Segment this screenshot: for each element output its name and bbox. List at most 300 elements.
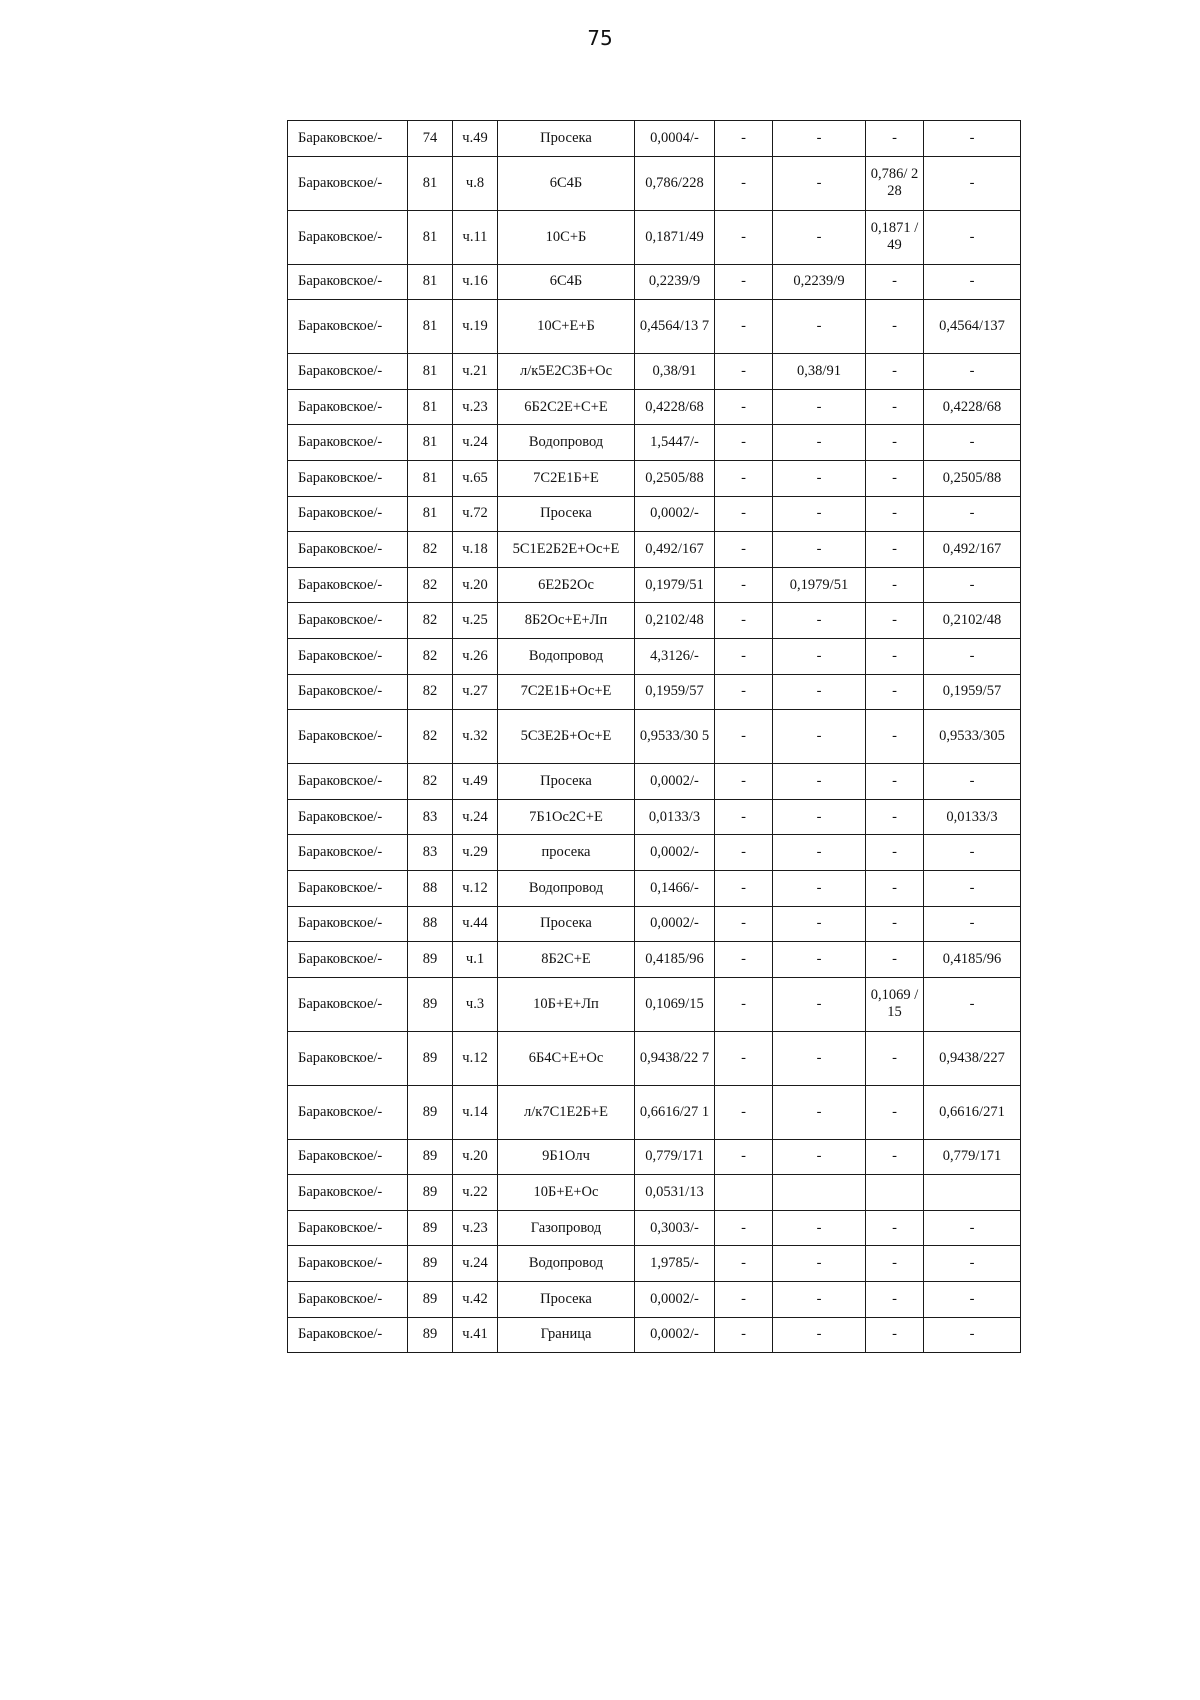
col9-cell: - (924, 1282, 1021, 1318)
registry-cell: Бараковское/- (288, 1031, 408, 1085)
col9-cell: - (924, 977, 1021, 1031)
composition-cell: просека (498, 835, 635, 871)
col7-cell: - (773, 870, 866, 906)
area-cell: 0,0002/- (635, 906, 715, 942)
col6-cell: - (715, 870, 773, 906)
composition-cell: 7Б1Ос2С+Е (498, 799, 635, 835)
area-cell: 0,786/228 (635, 156, 715, 210)
registry-cell: Бараковское/- (288, 1317, 408, 1353)
registry-cell: Бараковское/- (288, 638, 408, 674)
composition-cell: 6Б2С2Е+С+Е (498, 389, 635, 425)
composition-cell: Просека (498, 121, 635, 157)
col8-cell: - (866, 603, 924, 639)
registry-cell: Бараковское/- (288, 710, 408, 764)
col8-cell: - (866, 1031, 924, 1085)
col6-cell: - (715, 156, 773, 210)
area-cell: 0,492/167 (635, 532, 715, 568)
registry-cell: Бараковское/- (288, 1210, 408, 1246)
plot-cell: ч.44 (453, 906, 498, 942)
area-cell: 0,1069/15 (635, 977, 715, 1031)
plot-cell: ч.29 (453, 835, 498, 871)
col7-cell: - (773, 1031, 866, 1085)
composition-cell: 10С+Б (498, 210, 635, 264)
col6-cell: - (715, 264, 773, 300)
col8-cell: - (866, 835, 924, 871)
col9-cell: 0,9533/305 (924, 710, 1021, 764)
plot-cell: ч.24 (453, 1246, 498, 1282)
table-row (288, 389, 1021, 425)
area-cell: 4,3126/- (635, 638, 715, 674)
col9-cell: 0,4228/68 (924, 389, 1021, 425)
registry-cell: Бараковское/- (288, 1139, 408, 1175)
registry-cell: Бараковское/- (288, 674, 408, 710)
plot-cell: ч.23 (453, 1210, 498, 1246)
composition-cell: Просека (498, 1282, 635, 1318)
quarter-cell: 89 (408, 1246, 453, 1282)
composition-cell: 8Б2С+Е (498, 942, 635, 978)
composition-cell: л/к5Е2С3Б+Ос (498, 354, 635, 390)
col6-cell: - (715, 1210, 773, 1246)
quarter-cell: 81 (408, 425, 453, 461)
plot-cell: ч.20 (453, 567, 498, 603)
quarter-cell: 89 (408, 1210, 453, 1246)
table-row (288, 354, 1021, 390)
table-row (288, 156, 1021, 210)
col8-cell: - (866, 710, 924, 764)
col9-cell: - (924, 156, 1021, 210)
col7-cell: - (773, 977, 866, 1031)
composition-cell: 7С2Е1Б+Ос+Е (498, 674, 635, 710)
area-cell: 0,1871/49 (635, 210, 715, 264)
col8-cell: - (866, 1282, 924, 1318)
col7-cell: - (773, 674, 866, 710)
col8-cell: - (866, 567, 924, 603)
col8-cell: - (866, 764, 924, 800)
col7-cell: - (773, 156, 866, 210)
registry-cell: Бараковское/- (288, 389, 408, 425)
col9-cell: - (924, 121, 1021, 157)
col8-cell: - (866, 389, 924, 425)
registry-cell: Бараковское/- (288, 425, 408, 461)
quarter-cell: 81 (408, 300, 453, 354)
col6-cell (715, 1175, 773, 1211)
col8-cell: - (866, 1085, 924, 1139)
registry-cell: Бараковское/- (288, 354, 408, 390)
col9-cell: - (924, 264, 1021, 300)
col7-cell: - (773, 496, 866, 532)
col9-cell (924, 1175, 1021, 1211)
col8-cell (866, 1175, 924, 1211)
plot-cell: ч.8 (453, 156, 498, 210)
composition-cell: Просека (498, 906, 635, 942)
col7-cell: 0,2239/9 (773, 264, 866, 300)
area-cell: 0,0002/- (635, 1282, 715, 1318)
registry-cell: Бараковское/- (288, 1085, 408, 1139)
area-cell: 0,6616/27 1 (635, 1085, 715, 1139)
composition-cell: 7С2Е1Б+Е (498, 460, 635, 496)
quarter-cell: 82 (408, 532, 453, 568)
col6-cell: - (715, 389, 773, 425)
registry-cell: Бараковское/- (288, 799, 408, 835)
col6-cell: - (715, 942, 773, 978)
plot-cell: ч.42 (453, 1282, 498, 1318)
area-cell: 0,1466/- (635, 870, 715, 906)
col8-cell: - (866, 1317, 924, 1353)
quarter-cell: 82 (408, 710, 453, 764)
plot-cell: ч.14 (453, 1085, 498, 1139)
area-cell: 0,0004/- (635, 121, 715, 157)
col8-cell: - (866, 1139, 924, 1175)
col8-cell: - (866, 264, 924, 300)
col6-cell: - (715, 977, 773, 1031)
plot-cell: ч.27 (453, 674, 498, 710)
col6-cell: - (715, 496, 773, 532)
col8-cell: - (866, 425, 924, 461)
col6-cell: - (715, 567, 773, 603)
table-row (288, 710, 1021, 764)
col8-cell: - (866, 354, 924, 390)
composition-cell: 5С1Е2Б2Е+Ос+Е (498, 532, 635, 568)
col8-cell: - (866, 906, 924, 942)
col7-cell: - (773, 906, 866, 942)
table-row (288, 1317, 1021, 1353)
col9-cell: - (924, 496, 1021, 532)
composition-cell: Водопровод (498, 1246, 635, 1282)
col7-cell: - (773, 799, 866, 835)
quarter-cell: 89 (408, 977, 453, 1031)
quarter-cell: 89 (408, 1085, 453, 1139)
plot-cell: ч.19 (453, 300, 498, 354)
table-row (288, 1246, 1021, 1282)
registry-cell: Бараковское/- (288, 210, 408, 264)
plot-cell: ч.20 (453, 1139, 498, 1175)
composition-cell: 9Б1Олч (498, 1139, 635, 1175)
table-row (288, 1210, 1021, 1246)
quarter-cell: 89 (408, 1282, 453, 1318)
col8-cell: 0,1069 /15 (866, 977, 924, 1031)
registry-cell: Бараковское/- (288, 1246, 408, 1282)
registry-cell: Бараковское/- (288, 264, 408, 300)
col8-cell: - (866, 638, 924, 674)
plot-cell: ч.22 (453, 1175, 498, 1211)
plot-cell: ч.41 (453, 1317, 498, 1353)
plot-cell: ч.23 (453, 389, 498, 425)
plot-cell: ч.12 (453, 1031, 498, 1085)
quarter-cell: 82 (408, 638, 453, 674)
table-row (288, 638, 1021, 674)
registry-cell: Бараковское/- (288, 156, 408, 210)
plot-cell: ч.49 (453, 121, 498, 157)
col6-cell: - (715, 603, 773, 639)
col8-cell: 0,1871 /49 (866, 210, 924, 264)
col6-cell: - (715, 1031, 773, 1085)
area-cell: 0,38/91 (635, 354, 715, 390)
col6-cell: - (715, 674, 773, 710)
col9-cell: 0,4564/137 (924, 300, 1021, 354)
col7-cell (773, 1175, 866, 1211)
registry-cell: Бараковское/- (288, 1175, 408, 1211)
quarter-cell: 81 (408, 460, 453, 496)
col9-cell: - (924, 354, 1021, 390)
composition-cell: 10Б+Е+Ос (498, 1175, 635, 1211)
col7-cell: - (773, 764, 866, 800)
col9-cell: 0,1959/57 (924, 674, 1021, 710)
col9-cell: - (924, 567, 1021, 603)
table-row (288, 835, 1021, 871)
table-row (288, 870, 1021, 906)
col6-cell: - (715, 460, 773, 496)
quarter-cell: 83 (408, 835, 453, 871)
registry-cell: Бараковское/- (288, 870, 408, 906)
plot-cell: ч.3 (453, 977, 498, 1031)
table-row (288, 603, 1021, 639)
composition-cell: Просека (498, 764, 635, 800)
registry-cell: Бараковское/- (288, 906, 408, 942)
col9-cell: 0,2102/48 (924, 603, 1021, 639)
col7-cell: - (773, 210, 866, 264)
quarter-cell: 81 (408, 354, 453, 390)
composition-cell: Газопровод (498, 1210, 635, 1246)
composition-cell: Просека (498, 496, 635, 532)
area-cell: 0,2239/9 (635, 264, 715, 300)
col7-cell: 0,1979/51 (773, 567, 866, 603)
quarter-cell: 82 (408, 674, 453, 710)
composition-cell: 6С4Б (498, 156, 635, 210)
quarter-cell: 81 (408, 389, 453, 425)
table-row (288, 425, 1021, 461)
area-cell: 1,9785/- (635, 1246, 715, 1282)
registry-cell: Бараковское/- (288, 977, 408, 1031)
area-cell: 0,9533/30 5 (635, 710, 715, 764)
quarter-cell: 88 (408, 906, 453, 942)
col8-cell: - (866, 496, 924, 532)
col7-cell: - (773, 1246, 866, 1282)
col6-cell: - (715, 210, 773, 264)
col7-cell: - (773, 389, 866, 425)
quarter-cell: 89 (408, 942, 453, 978)
composition-cell: 6Е2Б2Ос (498, 567, 635, 603)
col8-cell: - (866, 942, 924, 978)
col8-cell: - (866, 799, 924, 835)
area-cell: 0,3003/- (635, 1210, 715, 1246)
table-body (288, 121, 1021, 1353)
quarter-cell: 82 (408, 764, 453, 800)
area-cell: 0,2505/88 (635, 460, 715, 496)
area-cell: 0,2102/48 (635, 603, 715, 639)
composition-cell: Водопровод (498, 638, 635, 674)
col9-cell: - (924, 638, 1021, 674)
plot-cell: ч.72 (453, 496, 498, 532)
table-row (288, 1139, 1021, 1175)
table-row (288, 567, 1021, 603)
table-row (288, 1282, 1021, 1318)
table-row (288, 977, 1021, 1031)
table-row (288, 942, 1021, 978)
col9-cell: - (924, 1317, 1021, 1353)
col7-cell: - (773, 1210, 866, 1246)
composition-cell: 8Б2Ос+Е+Лп (498, 603, 635, 639)
quarter-cell: 74 (408, 121, 453, 157)
col9-cell: - (924, 1246, 1021, 1282)
col9-cell: 0,492/167 (924, 532, 1021, 568)
col7-cell: - (773, 1317, 866, 1353)
composition-cell: 6Б4С+Е+Ос (498, 1031, 635, 1085)
col6-cell: - (715, 1085, 773, 1139)
col9-cell: - (924, 425, 1021, 461)
page-number: 75 (587, 26, 613, 50)
registry-cell: Бараковское/- (288, 300, 408, 354)
col9-cell: - (924, 870, 1021, 906)
col7-cell: - (773, 300, 866, 354)
col7-cell: - (773, 835, 866, 871)
table-row (288, 1085, 1021, 1139)
composition-cell: Водопровод (498, 870, 635, 906)
plot-cell: ч.1 (453, 942, 498, 978)
col9-cell: - (924, 764, 1021, 800)
col6-cell: - (715, 1139, 773, 1175)
col6-cell: - (715, 1282, 773, 1318)
table-row (288, 1175, 1021, 1211)
registry-cell: Бараковское/- (288, 532, 408, 568)
col7-cell: - (773, 603, 866, 639)
col7-cell: - (773, 1085, 866, 1139)
registry-cell: Бараковское/- (288, 835, 408, 871)
col8-cell: - (866, 1210, 924, 1246)
col6-cell: - (715, 121, 773, 157)
table-row (288, 121, 1021, 157)
col8-cell: 0,786/ 228 (866, 156, 924, 210)
col6-cell: - (715, 425, 773, 461)
quarter-cell: 81 (408, 210, 453, 264)
composition-cell: 5С3Е2Б+Ос+Е (498, 710, 635, 764)
plot-cell: ч.16 (453, 264, 498, 300)
col8-cell: - (866, 532, 924, 568)
composition-cell: л/к7С1Е2Б+Е (498, 1085, 635, 1139)
area-cell: 0,1979/51 (635, 567, 715, 603)
col8-cell: - (866, 1246, 924, 1282)
composition-cell: 6С4Б (498, 264, 635, 300)
table-row (288, 496, 1021, 532)
col9-cell: 0,2505/88 (924, 460, 1021, 496)
col9-cell: 0,4185/96 (924, 942, 1021, 978)
col8-cell: - (866, 121, 924, 157)
table-row (288, 799, 1021, 835)
registry-cell: Бараковское/- (288, 460, 408, 496)
col7-cell: - (773, 1139, 866, 1175)
col9-cell: - (924, 1210, 1021, 1246)
table-row (288, 906, 1021, 942)
quarter-cell: 89 (408, 1031, 453, 1085)
col9-cell: 0,779/171 (924, 1139, 1021, 1175)
plot-cell: ч.32 (453, 710, 498, 764)
table-row (288, 764, 1021, 800)
table-row (288, 1031, 1021, 1085)
table-row (288, 300, 1021, 354)
area-cell: 0,1959/57 (635, 674, 715, 710)
table-row (288, 532, 1021, 568)
col9-cell: 0,6616/271 (924, 1085, 1021, 1139)
registry-cell: Бараковское/- (288, 1282, 408, 1318)
registry-cell: Бараковское/- (288, 764, 408, 800)
quarter-cell: 81 (408, 496, 453, 532)
plot-cell: ч.26 (453, 638, 498, 674)
quarter-cell: 88 (408, 870, 453, 906)
area-cell: 0,4564/13 7 (635, 300, 715, 354)
area-cell: 0,0002/- (635, 835, 715, 871)
col7-cell: 0,38/91 (773, 354, 866, 390)
quarter-cell: 82 (408, 603, 453, 639)
area-cell: 0,4185/96 (635, 942, 715, 978)
col6-cell: - (715, 300, 773, 354)
col7-cell: - (773, 710, 866, 764)
quarter-cell: 89 (408, 1175, 453, 1211)
composition-cell: 10С+Е+Б (498, 300, 635, 354)
col9-cell: 0,9438/227 (924, 1031, 1021, 1085)
plot-cell: ч.65 (453, 460, 498, 496)
registry-cell: Бараковское/- (288, 942, 408, 978)
col6-cell: - (715, 764, 773, 800)
quarter-cell: 81 (408, 264, 453, 300)
col7-cell: - (773, 1282, 866, 1318)
registry-cell: Бараковское/- (288, 496, 408, 532)
col6-cell: - (715, 1317, 773, 1353)
col7-cell: - (773, 532, 866, 568)
col6-cell: - (715, 710, 773, 764)
plot-cell: ч.12 (453, 870, 498, 906)
area-cell: 0,4228/68 (635, 389, 715, 425)
col7-cell: - (773, 942, 866, 978)
col7-cell: - (773, 121, 866, 157)
composition-cell: 10Б+Е+Лп (498, 977, 635, 1031)
area-cell: 0,9438/22 7 (635, 1031, 715, 1085)
plot-cell: ч.11 (453, 210, 498, 264)
area-cell: 0,0002/- (635, 1317, 715, 1353)
col6-cell: - (715, 354, 773, 390)
col6-cell: - (715, 638, 773, 674)
col6-cell: - (715, 835, 773, 871)
col9-cell: 0,0133/3 (924, 799, 1021, 835)
col7-cell: - (773, 638, 866, 674)
col8-cell: - (866, 460, 924, 496)
plot-cell: ч.21 (453, 354, 498, 390)
col7-cell: - (773, 425, 866, 461)
area-cell: 0,0002/- (635, 496, 715, 532)
plot-cell: ч.18 (453, 532, 498, 568)
col6-cell: - (715, 1246, 773, 1282)
forest-plots-table (287, 120, 1021, 1353)
quarter-cell: 82 (408, 567, 453, 603)
registry-cell: Бараковское/- (288, 567, 408, 603)
composition-cell: Водопровод (498, 425, 635, 461)
quarter-cell: 89 (408, 1139, 453, 1175)
table-row (288, 674, 1021, 710)
plot-cell: ч.49 (453, 764, 498, 800)
plot-cell: ч.24 (453, 425, 498, 461)
plot-cell: ч.25 (453, 603, 498, 639)
area-cell: 0,779/171 (635, 1139, 715, 1175)
col9-cell: - (924, 835, 1021, 871)
col8-cell: - (866, 300, 924, 354)
registry-cell: Бараковское/- (288, 603, 408, 639)
area-cell: 1,5447/- (635, 425, 715, 461)
col8-cell: - (866, 870, 924, 906)
quarter-cell: 83 (408, 799, 453, 835)
quarter-cell: 81 (408, 156, 453, 210)
table-row (288, 460, 1021, 496)
col6-cell: - (715, 906, 773, 942)
composition-cell: Граница (498, 1317, 635, 1353)
quarter-cell: 89 (408, 1317, 453, 1353)
